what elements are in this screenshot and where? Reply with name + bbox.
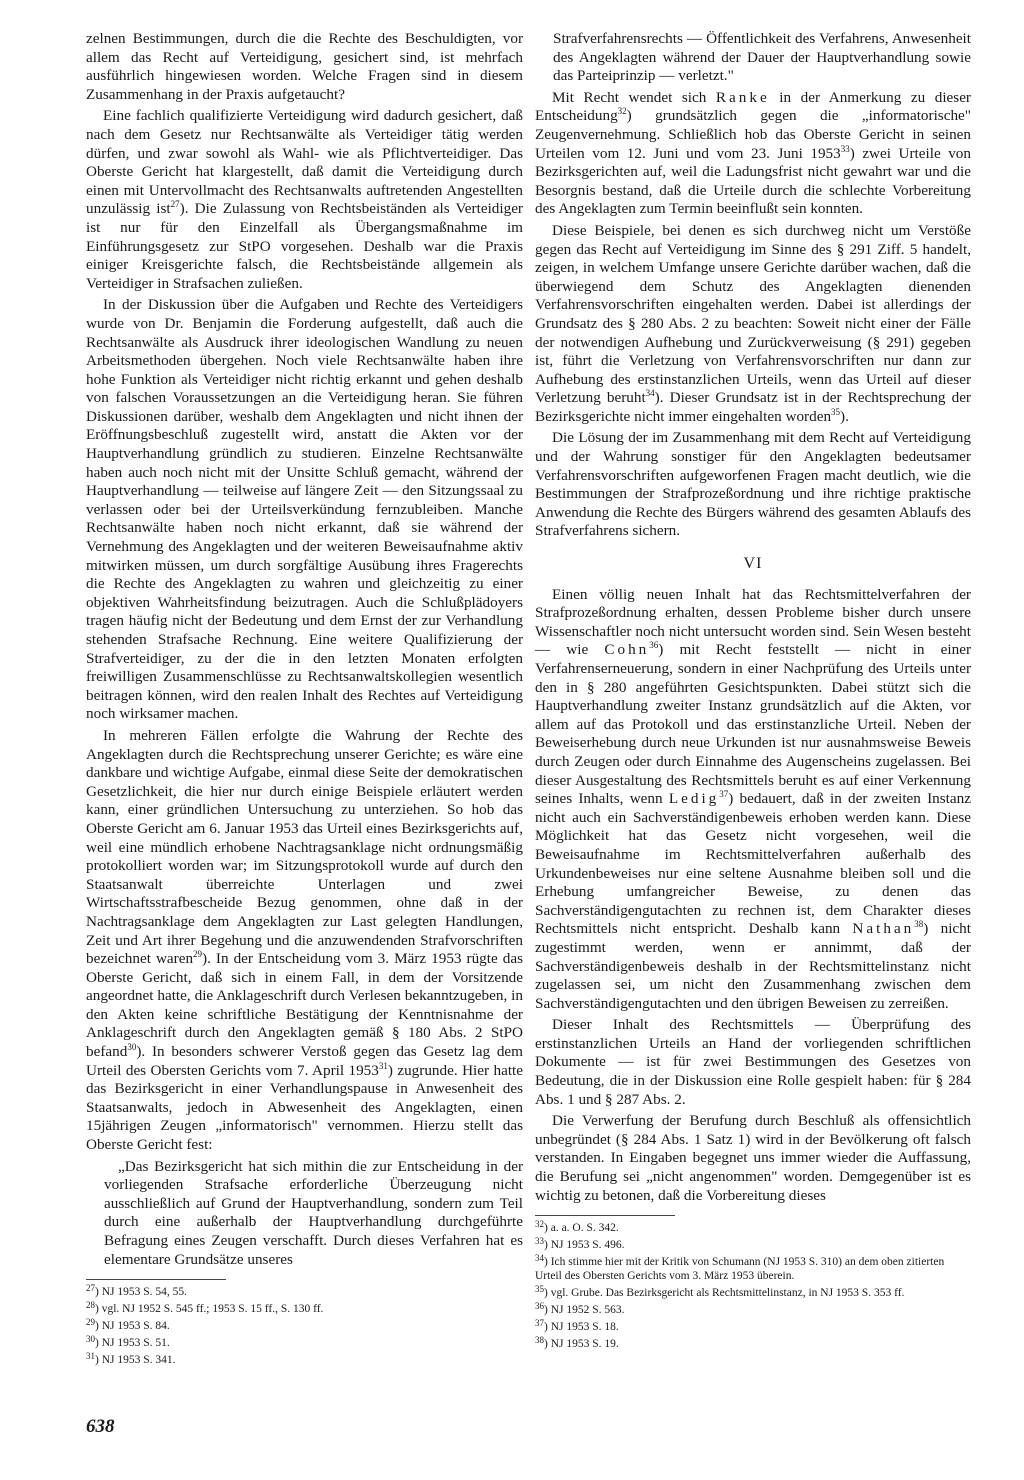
section-heading: VI bbox=[743, 555, 763, 573]
footnote-ref[interactable]: 29 bbox=[193, 949, 203, 960]
footnote-number: 28 bbox=[86, 1300, 95, 1311]
footnote-number: 38 bbox=[535, 1335, 544, 1346]
footnote-text: NJ 1952 S. 563. bbox=[550, 1304, 625, 1317]
paragraph: Mit Recht wendet sich Ranke in der Anmerkung zu dieser Entscheidung$^{32}$) grundsätzlich gegen die „informatorische" Zeugenvernehmung. Schließlich hob das Oberste Gericht in seinen Urteilen vom 12. Juni und vom 23. Juni 1953$^{33}$) zwei Urteile von Bezirksgerichten auf, weil die Ladungsfrist nicht gewahrt war und die Besorgnis bestand, daß die Urteile durch die schlechte Vorbereitung des Angeklagten zum Termin beeinflußt sein konnten. bbox=[535, 88, 971, 218]
block-quote-continued: Strafverfahrensrechts — Öffentlichkeit des Verfahrens, Anwesenheit des Angeklagten während der Dauer der Hauptverhandlung sowie das Parteiprinzip — verletzt." bbox=[553, 30, 971, 85]
footnote-ref[interactable]: 38 bbox=[914, 919, 924, 930]
footnote-text: NJ 1953 S. 496. bbox=[550, 1239, 625, 1252]
footnote-ref[interactable]: 37 bbox=[719, 789, 729, 800]
paragraph: Die Lösung der im Zusammenhang mit dem Recht auf Verteidigung und der Wahrung sonstiger für den Angeklagten bedeutsamer Verfahrensvorschriften aufgeworfenen Fragen macht deutlich, wie die Bestimmungen der Strafprozeßordnung und ihre richtige praktische Anwendung die Rechte des Bürgers während des gesamten Ablaufs des Strafverfahrens sichern. bbox=[535, 429, 971, 540]
footnote: $^{35}$) vgl. Grube. Das Bezirksgericht als Rechtsmittelinstanz, in NJ 1953 S. 353 ff. bbox=[535, 1284, 905, 1300]
footnote-text: NJ 1953 S. 19. bbox=[550, 1338, 619, 1351]
author-name: Ledig bbox=[668, 790, 720, 808]
paragraph: zelnen Bestimmungen, durch die die Rechte des Beschuldigten, vor allem das Recht auf Verteidigung, gesichert sind, ist mehrfach ausführlich hingewiesen worden. Welche Fragen sind in diesem Zusammenhang in der Praxis aufgetaucht? bbox=[86, 30, 523, 103]
right-column bbox=[535, 30, 971, 1354]
footnote-number: 37 bbox=[535, 1318, 544, 1329]
footnote-ref[interactable]: 27 bbox=[170, 199, 180, 210]
footnote-ref[interactable]: 30 bbox=[127, 1042, 137, 1053]
paragraph: In mehreren Fällen erfolgte die Wahrung der Rechte des Angeklagten durch die Rechtsprechung unserer Gerichte; es wäre eine dankbare und wichtige Aufgabe, einmal diese Seite der demokratischen Gesetzlichkeit, die hier nur durch einige Beispiele erläutert werden kann, einer gründlichen Untersuchung zu unterziehen. So hob das Oberste Gericht am 6. Januar 1953 das Urteil eines Bezirksgerichts auf, weil eine mündlich erhobene Nachtragsanklage nicht ordnungsmäßig protokolliert worden war; im Sitzungsprotokoll wurde auf durch den Staatsanwalt überreichte Unterlagen und zwei Wirtschaftsstrafbescheide Bezug genommen, ohne daß in der Nachtragsanklage dem Angeklagten zur Last gelegten Handlungen, Zeit und Art ihrer Begehung und die anzuwendenden Strafvorschriften bezeichnet waren$^{29}$). In der Entscheidung vom 3. März 1953 rügte das Oberste Gericht, daß sich in einem Fall, in dem der Vorsitzende angeordnet hatte, die Anklageschrift durch Verlesen bekanntzugeben, in den Akten keine schriftliche Bestätigung der Kenntnisnahme der Anklageschrift durch den Angeklagten gemäß § 180 Abs. 2 StPO befand$^{30}$). In besonders schwerer Verstoß gegen das Gesetz lag dem Urteil des Obersten Gerichts vom 7. April 1953$^{31}$) zugrunde. Hier hatte das Bezirksgericht in einer Verhandlungspause in Anwesenheit des Staatsanwalts, jedoch in Abwesenheit des Angeklagten, einen 15jährigen Zeugen „informatorisch" vernommen. Hierzu stellt das Oberste Gericht fest: bbox=[86, 726, 523, 1154]
footnote-number: 36 bbox=[535, 1301, 544, 1312]
paragraph: Eine fachlich qualifizierte Verteidigung wird dadurch gesichert, daß nach dem Gesetz nur Rechtsanwälte als Verteidiger tätig werden dürfen, und zwar sowohl als Wahl- wie als Pflichtverteidiger. Das Oberste Gericht hat klargestellt, daß damit die Verteidigung durch einen mit Untervollmacht des Rechtsanwalts auftretenden Angestellten unzulässig ist$^{27}$). Die Zulassung von Rechtsbeiständen als Verteidiger ist nur für den Einzelfall als Übergangsmaßnahme im Einführungsgesetz zur StPO vorgesehen. Deshalb war die Praxis einiger Kreisgerichte falsch, die Rechtsbeistände allgemein als Verteidiger in Strafsachen zuließen. bbox=[86, 107, 523, 292]
footnote-text: NJ 1953 S. 54, 55. bbox=[101, 1286, 188, 1299]
footnote-number: 35 bbox=[535, 1284, 544, 1295]
footnote-number: 29 bbox=[86, 1317, 95, 1328]
footnote: $^{29}$) NJ 1953 S. 84. bbox=[86, 1317, 170, 1333]
footnote: $^{34}$) Ich stimme hier mit der Kritik von Schumann (NJ 1953 S. 310) an dem oben zitierten Urteil des Obersten Gerichts vom 3. März 1953 überein. bbox=[535, 1253, 945, 1283]
footnote-ref[interactable]: 36 bbox=[649, 640, 659, 651]
footnote: $^{33}$) NJ 1953 S. 496. bbox=[535, 1236, 625, 1252]
footnote-text: NJ 1953 S. 51. bbox=[101, 1337, 170, 1350]
footnote: $^{37}$) NJ 1953 S. 18. bbox=[535, 1318, 619, 1334]
paragraph: Die Verwerfung der Berufung durch Beschluß als offensichtlich unbegründet (§ 284 Abs. 1 Satz 1) wird in der Bevölkerung oft falsch verstanden. In Eingaben begegnet uns immer wieder die Auffassung, die Berufung sei „nicht angenommen" worden. Demgegenüber ist es wichtig zu betonen, daß die Vorbereitung dieses bbox=[535, 1112, 971, 1204]
footnote-divider bbox=[86, 1279, 226, 1280]
footnote-number: 33 bbox=[535, 1236, 544, 1247]
footnote: $^{30}$) NJ 1953 S. 51. bbox=[86, 1334, 170, 1350]
paragraph: Diese Beispiele, bei denen es sich durchweg nicht um Verstöße gegen das Recht auf Verteidigung im Sinne des § 291 Ziff. 5 handelt, zeigen, in welchem Umfange unsere Gerichte darüber wachen, daß die überwiegend dem Schutz des Angeklagten dienenden Verfahrensvorschriften eingehalten werden. Dabei ist allerdings der Grundsatz des § 280 Abs. 2 zu beachten: Soweit nicht einer der Fälle der notwendigen Aufhebung und Zurückverweisung (§ 291) gegeben ist, führt die Verletzung von Verfahrensvorschriften nur dann zur Aufhebung des erstinstanzlichen Urteils, wenn das Urteil auf dieser Verletzung beruht$^{34}$). Dieser Grundsatz ist in der Rechtsprechung der Bezirksgerichte nicht immer eingehalten worden$^{35}$). bbox=[535, 221, 971, 425]
footnote-number: 32 bbox=[535, 1219, 544, 1230]
footnote-text: vgl. Grube. Das Bezirksgericht als Rechtsmittelinstanz, in NJ 1953 S. 353 ff. bbox=[550, 1287, 905, 1300]
footnote-text: Ich stimme hier mit der Kritik von Schumann (NJ 1953 S. 310) an dem oben zitierten Urteil des Obersten Gerichts vom 3. März 1953 überein. bbox=[535, 1256, 945, 1283]
footnotes bbox=[86, 1285, 523, 1367]
author-name: Ranke bbox=[715, 88, 770, 106]
footnote-number: 34 bbox=[535, 1253, 544, 1264]
footnote-text: vgl. NJ 1952 S. 545 ff.; 1953 S. 15 ff., S. 130 ff. bbox=[101, 1303, 324, 1316]
footnote-number: 31 bbox=[86, 1351, 95, 1362]
left-column bbox=[86, 30, 523, 1370]
paragraph: In der Diskussion über die Aufgaben und Rechte des Verteidigers wurde von Dr. Benjamin die Forderung aufgestellt, daß auch die Rechtsanwälte als Ausdruck ihrer ideologischen Wandlung zu neuen Arbeitsmethoden übergehen. Noch viele Rechtsanwälte haben ihre hohe Funktion als Verteidiger nicht richtig erkannt und gehen deshalb von falschen Voraussetzungen an die Verteidigung heran. Sie führen Diskussionen darüber, weshalb dem Angeklagten und nicht ihnen der Eröffnungsbeschluß zugestellt wird, anstatt die Akten vor der Hauptverhandlung gründlich zu studieren. Einzelne Rechtsanwälte haben auch noch nicht mit der Unsitte Schluß gemacht, während der Hauptverhandlung — teilweise auf längere Zeit — den Sitzungssaal zu verlassen oder bei der Urteilsverkündung fernzubleiben. Manche Rechtsanwälte haben noch nicht erkannt, daß sie während der Vernehmung des Angeklagten und der weiteren Beweisaufnahme aktiv mitwirken müssen, um durch sorgfältige Ausübung ihres Fragerechts die Rechte des Angeklagten zu wahren und gleichzeitig zu einer objektiven Wahrheitsfindung beizutragen. Auch die Schlußplädoyers tragen häufig nicht der Bedeutung und dem Ernst der zur Verhandlung stehenden Strafsache Rechnung. Eine weitere Qualifizierung der Strafverteidiger, zu der die in den letzten Monaten erfolgten freiwilligen Zusammenschlüsse zu Rechtsanwaltskollegien wesentlich beitragen können, wird den realen Inhalt des Rechtes auf Verteidigung noch wirksamer machen. bbox=[86, 296, 523, 723]
footnote: $^{28}$) vgl. NJ 1952 S. 545 ff.; 1953 S. 15 ff., S. 130 ff. bbox=[86, 1300, 324, 1316]
footnote-text: a. a. O. S. 342. bbox=[550, 1222, 619, 1235]
footnote: $^{38}$) NJ 1953 S. 19. bbox=[535, 1335, 619, 1351]
footnote: $^{27}$) NJ 1953 S. 54, 55. bbox=[86, 1283, 188, 1299]
author-name: Cohn bbox=[604, 641, 650, 659]
footnote: $^{36}$) NJ 1952 S. 563. bbox=[535, 1301, 625, 1317]
paragraph: Dieser Inhalt des Rechtsmittels — Überprüfung des erstinstanzlichen Urteils an Hand der vorliegenden schriftlichen Dokumente — ist für zwei Bestimmungen des Gesetzes von Bedeutung, die in der Diskussion eine Rolle gespielt haben: für § 284 Abs. 1 und § 287 Abs. 2. bbox=[535, 1016, 971, 1108]
footnote-divider bbox=[535, 1215, 675, 1216]
block-quote: „Das Bezirksgericht hat sich mithin die zur Entscheidung in der vorliegenden Strafsache erforderliche Überzeugung nicht ausschließlich auf Grund der Hauptverhandlung, sondern zum Teil durch eine außerhalb der Hauptverhandlung durchgeführte Befragung eines Zeugen verschafft. Durch dieses Verfahren hat es elementare Grundsätze unseres bbox=[104, 1157, 523, 1268]
footnote-ref[interactable]: 32 bbox=[617, 106, 627, 117]
footnote-ref[interactable]: 33 bbox=[840, 143, 850, 154]
footnote-number: 30 bbox=[86, 1334, 95, 1345]
footnote-text: NJ 1953 S. 84. bbox=[101, 1320, 170, 1333]
footnote-ref[interactable]: 34 bbox=[645, 388, 655, 399]
footnotes bbox=[535, 1221, 971, 1351]
footnote-text: NJ 1953 S. 341. bbox=[101, 1354, 176, 1367]
footnote-ref[interactable]: 31 bbox=[378, 1060, 388, 1071]
footnote: $^{32}$) a. a. O. S. 342. bbox=[535, 1219, 619, 1235]
footnote-number: 27 bbox=[86, 1283, 95, 1294]
paragraph: Einen völlig neuen Inhalt hat das Rechtsmittelverfahren der Strafprozeßordnung erhalten, dessen Probleme bisher durch unsere Wissenschaftler noch nicht untersucht worden sind. Sein Wesen besteht — wie Cohn$^{36}$) mit Recht feststellt — nicht in einer Verfahrenserneuerung, sondern in einer Nachprüfung des Urteils unter den in § 280 angeführten Gesichtspunkten. Dabei stützt sich die Hauptverhandlung zweiter Instanz grundsätzlich auf die Akten, vor allem auf das Protokoll und das erstinstanzliche Urteil. Neben der Beweiserhebung durch neue Urkunden ist nur ausnahmsweise Beweis durch Zeugen oder durch Einnahme des Augenscheins zugelassen. Bei dieser Ausgestaltung des Rechtsmittels beruht es auf einer Verkennung seines Inhalts, wenn Ledig$^{37}$) bedauert, daß in der zweiten Instanz nicht auch ein Sachverständigenbeweis erhoben werden kann. Diese Möglichkeit hat das Gesetz nicht vorgesehen, weil die Beweisaufnahme im Rechtsmittelverfahren außerhalb des Urkundenbeweises nur eine seltene Ausnahme bleiben soll und die Erhebung umfangreicher Beweise, zu denen das Sachverständigengutachten zu rechnen ist, dem Charakter dieses Rechtsmittels nicht entspricht. Deshalb kann Nathan$^{38}$) nicht zugestimmt werden, wenn er annimmt, daß der Sachverständigenbeweis deshalb in der Rechtsmittelinstanz nicht zugelassen sei, um nicht den Zusammenhang zwischen dem Sachverständigengutachten und den übrigen Beweisen zu zerreißen. bbox=[535, 585, 971, 1012]
footnote-ref[interactable]: 35 bbox=[831, 406, 841, 417]
author-name: Nathan bbox=[852, 920, 915, 938]
page-number: 638 bbox=[86, 1416, 115, 1437]
footnote: $^{31}$) NJ 1953 S. 341. bbox=[86, 1351, 176, 1367]
footnote-text: NJ 1953 S. 18. bbox=[550, 1321, 619, 1334]
